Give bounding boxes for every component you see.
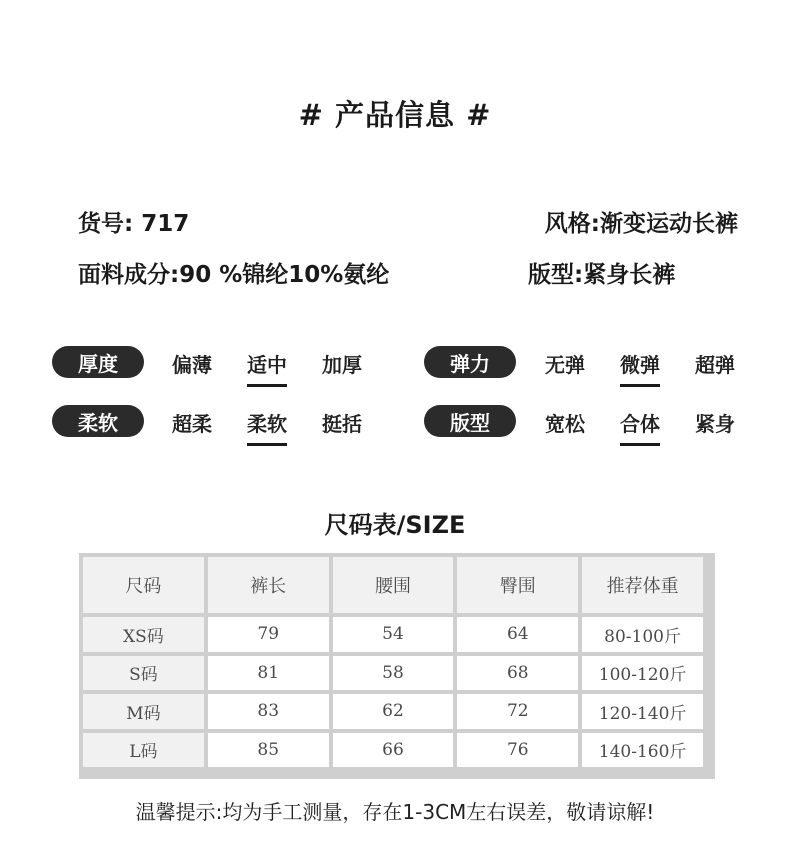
table-cell: 85 <box>208 733 329 768</box>
fabric-info: 面料成分:90 %锦纶10%氨纶 <box>78 262 390 288</box>
attr-label-softness: 柔软 <box>52 405 144 437</box>
table-row <box>83 733 703 768</box>
size-table-header-row <box>83 557 703 613</box>
table-row <box>83 694 703 729</box>
header-weight: 推荐体重 <box>582 557 703 613</box>
table-cell: XS码 <box>83 617 204 652</box>
attr-fit-option: 紧身 <box>695 412 735 436</box>
table-cell: 62 <box>333 694 454 729</box>
table-cell: 81 <box>208 656 329 691</box>
item-number: 货号: 717 <box>78 211 190 237</box>
table-cell: S码 <box>83 656 204 691</box>
attr-thickness-option: 偏薄 <box>172 353 212 377</box>
table-row <box>83 656 703 691</box>
table-cell: 76 <box>457 733 578 768</box>
header-hip: 臀围 <box>457 557 578 613</box>
fit-info: 版型:紧身长裤 <box>528 262 676 288</box>
attr-fit-option-selected: 合体 <box>620 408 660 437</box>
table-cell: 54 <box>333 617 454 652</box>
header-size: 尺码 <box>83 557 204 613</box>
header-waist: 腰围 <box>333 557 454 613</box>
attr-label-fit: 版型 <box>424 405 516 437</box>
header-length: 裤长 <box>208 557 329 613</box>
page-title: # 产品信息 # <box>298 98 492 132</box>
table-cell: 58 <box>333 656 454 691</box>
attr-softness-option: 超柔 <box>172 412 212 436</box>
table-cell: 66 <box>333 733 454 768</box>
table-cell: 120-140斤 <box>582 694 703 729</box>
size-table-frame <box>79 553 715 779</box>
attr-softness-option: 挺括 <box>322 412 362 436</box>
table-row <box>83 617 703 652</box>
table-cell: 72 <box>457 694 578 729</box>
style-info: 风格:渐变运动长裤 <box>544 211 738 237</box>
table-cell: 80-100斤 <box>582 617 703 652</box>
attr-elasticity-option: 无弹 <box>545 353 585 377</box>
size-table-title: 尺码表/SIZE <box>324 511 466 539</box>
table-cell: 64 <box>457 617 578 652</box>
table-cell: 68 <box>457 656 578 691</box>
attr-thickness-option-selected: 适中 <box>247 349 287 378</box>
attr-thickness-option: 加厚 <box>322 353 362 377</box>
measurement-note: 温馨提示:均为手工测量，存在1-3CM左右误差，敬请谅解! <box>135 800 655 824</box>
attr-label-thickness: 厚度 <box>52 346 144 378</box>
table-cell: L码 <box>83 733 204 768</box>
attr-fit-option: 宽松 <box>545 412 585 436</box>
attr-softness-option-selected: 柔软 <box>247 408 287 437</box>
table-cell: 140-160斤 <box>582 733 703 768</box>
attr-elasticity-option: 超弹 <box>695 353 735 377</box>
table-cell: 83 <box>208 694 329 729</box>
table-cell: M码 <box>83 694 204 729</box>
attr-label-elasticity: 弹力 <box>424 346 516 378</box>
table-cell: 79 <box>208 617 329 652</box>
size-table <box>79 553 707 771</box>
attr-elasticity-option-selected: 微弹 <box>620 349 660 378</box>
table-cell: 100-120斤 <box>582 656 703 691</box>
